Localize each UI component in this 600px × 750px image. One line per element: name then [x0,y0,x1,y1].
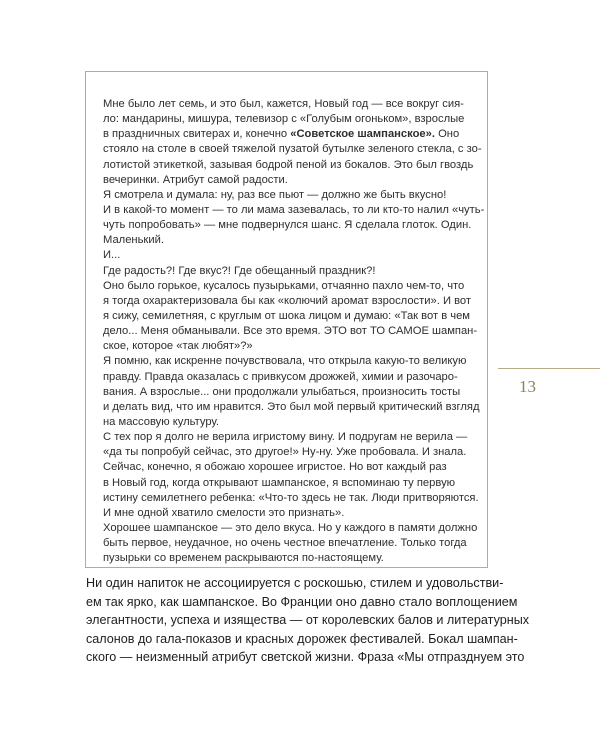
quote-line: вечеринки. Атрибут самой радости. [103,173,288,186]
quote-line: И... [103,249,121,262]
quote-line: быть первое, неудачное, но очень честное впечатление. Только тогда [103,537,467,550]
quote-line: истину семилетнего ребенка: «Что-то здесь не так. Люди притворяются. [103,491,479,504]
body-line: салонов до гала-показов и красных дорожек фестивалей. Бокал шампан- [86,631,518,646]
quote-line: Мне было лет семь, и это был, кажется, Новый год — все вокруг сия- [103,98,464,110]
quote-line: Я помню, как искренне почувствовала, что открыла какую-то великую [103,355,467,368]
quote-line [103,127,473,142]
body-paragraph [86,574,530,667]
quote-line-tail: Оно [434,128,460,141]
body-line: ем так ярко, как шампанское. Во Франции оно давно стало воплощением [86,594,518,609]
quote-line: стояло на столе в своей тяжелой пузатой бутылке зеленого стекла, с зо- [103,143,482,156]
quote-line: чуть попробовать» — мне подвернулся шанс. Я сделала глоток. Один. [103,219,472,232]
body-line: элегантности, успеха и изящества — от королевских балов и литературных [86,613,530,627]
quote-line: в Новый год, когда открывают шампанское, я вспоминаю ту первую [103,476,456,489]
quote-line: на массовую культуру. [103,415,219,428]
body-line: Ни один напиток не ассоциируется с роскошью, стилем и удовольстви- [86,576,504,590]
quote-line: вания. А взрослые... они продолжали улыбаться, произносить тосты [103,385,461,398]
quote-line: Маленький. [103,234,164,247]
quote-line: ское, которое «так любят»?» [103,340,253,353]
quote-line: Где радость?! Где вкус?! Где обещанный праздник?! [103,264,376,277]
quote-line: и делать вид, что им нравится. Это был мой первый критический взгляд [103,400,480,413]
quote-line: пузырьки со временем раскрываются по-настоящему. [103,552,384,565]
quote-line: Сейчас, конечно, я обожаю хорошее игристое. Но вот каждый раз [103,461,447,474]
quote-line-text: в праздничных свитерах и, конечно [103,128,291,141]
quote-line: Оно было горькое, кусалось пузырьками, отчаянно пахло чем-то, что [103,279,465,292]
quote-line: И мне одной хватило смелости это признать». [103,506,345,519]
quote-line: правду. Правда оказалась с привкусом дрожжей, химии и разочаро- [103,370,458,383]
quote-line: я тогда охарактеризовала бы как «колючий аромат взрослости». И вот [103,294,472,307]
quote-line: Я смотрела и думала: ну, раз все пьют — должно же быть вкусно! [103,188,447,201]
quote-line: Хорошее шампанское — это дело вкуса. Но у каждого в памяти должно [103,521,478,534]
quote-line: «да ты попробуй сейчас, это другое!» Ну-ну. Уже пробовала. И знала. [103,446,467,459]
bold-phrase: «Советское шампанское». [290,128,435,141]
quote-line: лотистой этикеткой, зазывая бодрой пеной из бокалов. Это был гвоздь [103,158,474,171]
quote-line: ло: мандарины, мишура, телевизор с «Голубым огоньком», взрослые [103,113,465,126]
page-number: 13 [519,377,536,396]
page-number-rule [498,368,600,369]
quote-line: И в какой-то момент — то ли мама зазевалась, то ли кто-то налил «чуть- [103,203,485,216]
quote-line: С тех пор я долго не верила игристому вину. И подругам не верила — [103,431,468,444]
quote-line: дело... Меня обманывали. Все это время. ЭТО вот ТО САМОЕ шампан- [103,325,478,338]
quote-block [103,97,485,566]
quote-line: я сижу, семилетняя, с круглым от шока лицом и думаю: «Так вот в чем [103,309,470,322]
body-line: ского — неизменный атрибут светской жизни. Фраза «Мы отпразднуем это [86,650,525,664]
